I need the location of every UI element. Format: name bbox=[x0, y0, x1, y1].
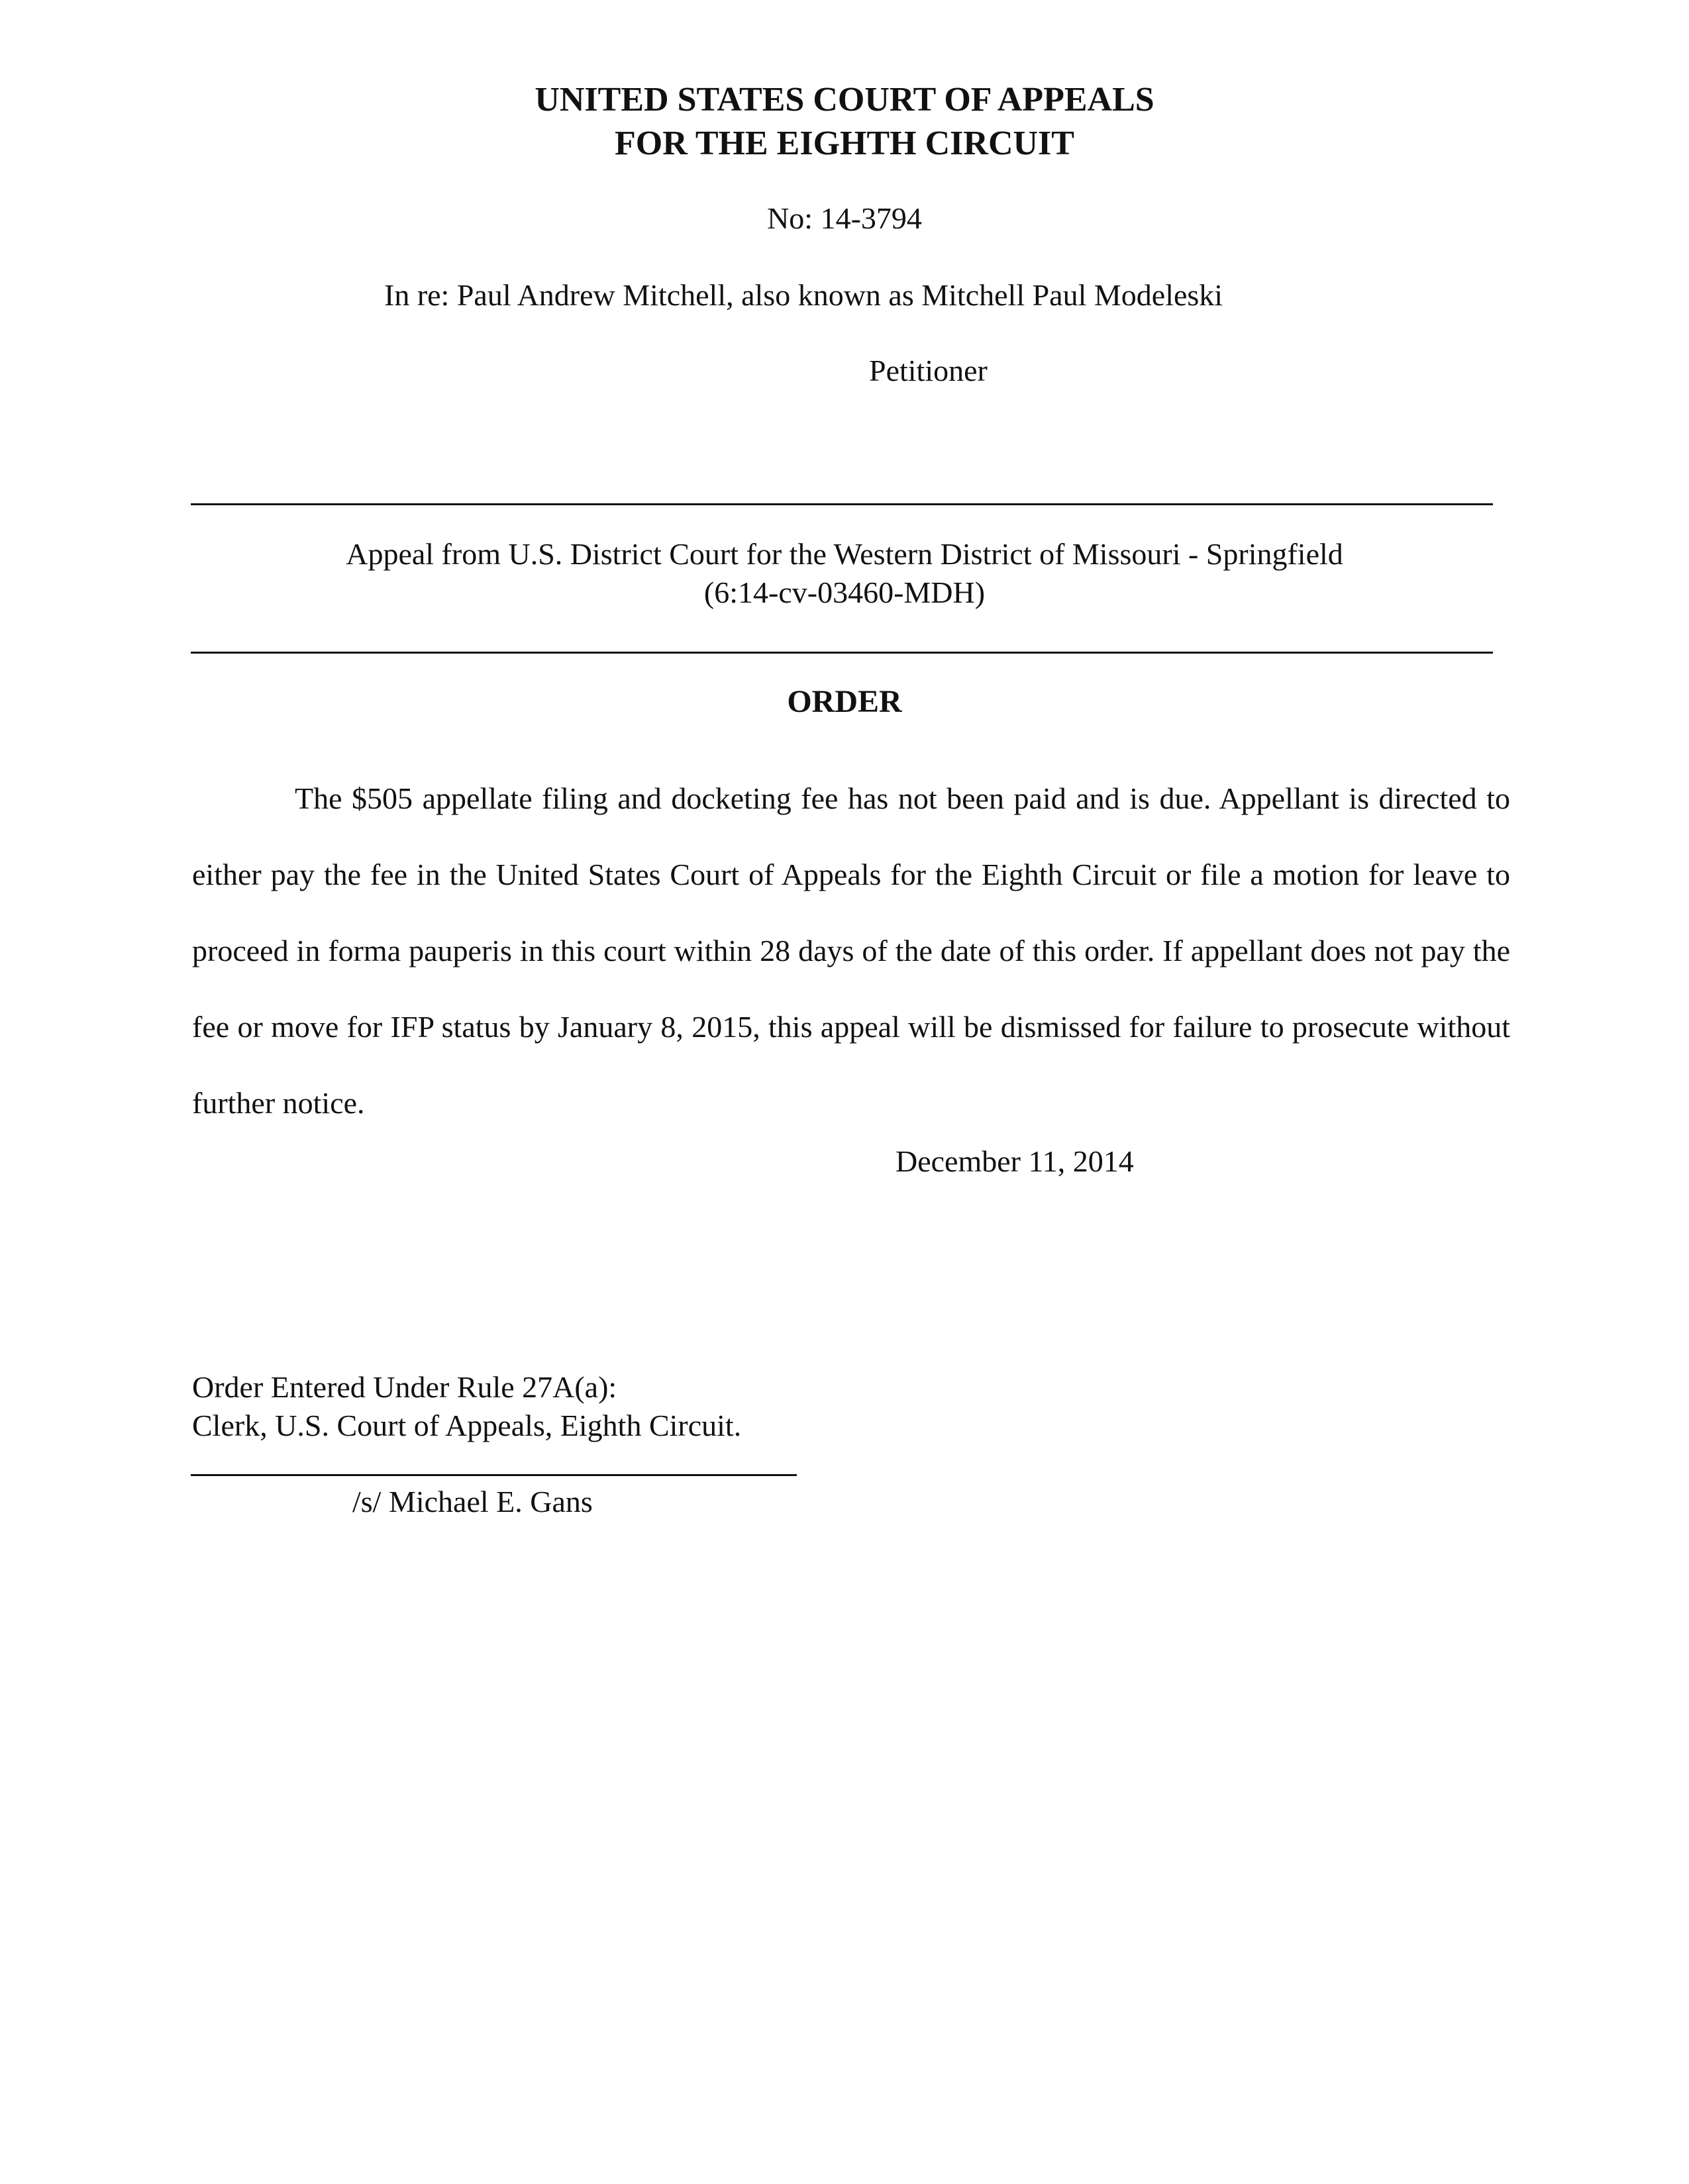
entry-block bbox=[192, 1368, 741, 1445]
court-name-line1: UNITED STATES COURT OF APPEALS bbox=[535, 81, 1154, 119]
entry-rule-line: Order Entered Under Rule 27A(a): bbox=[192, 1370, 617, 1404]
order-heading: ORDER bbox=[787, 684, 902, 719]
signature-line bbox=[191, 1474, 797, 1476]
top-divider bbox=[191, 503, 1493, 505]
entry-clerk-line: Clerk, U.S. Court of Appeals, Eighth Circuit. bbox=[192, 1409, 742, 1442]
clerk-signature: /s/ Michael E. Gans bbox=[352, 1485, 593, 1518]
order-body: The $505 appellate filing and docketing fee has not been paid and is due. Appellant is directed to either pay the fee in the United States Court of Appeals for the Eighth Circuit or file a motion for leave to proceed in forma pauperis in this court within 28 days of the date of this order. If appellant does not pay the fee or move for IFP status by January 8, 2015, this appeal will be dismissed for failure to prosecute without further notice. bbox=[192, 781, 1510, 1120]
court-name bbox=[0, 78, 1689, 166]
bottom-divider bbox=[191, 652, 1493, 654]
appeal-from-line: Appeal from U.S. District Court for the Western District of Missouri - Springfield bbox=[346, 537, 1343, 571]
appeal-origin bbox=[0, 535, 1689, 612]
party-role: Petitioner bbox=[869, 354, 988, 387]
court-name-line2: FOR THE EIGHTH CIRCUIT bbox=[615, 124, 1074, 162]
order-date: December 11, 2014 bbox=[896, 1144, 1134, 1178]
district-case-number: (6:14-cv-03460-MDH) bbox=[703, 575, 986, 609]
in-re-caption: In re: Paul Andrew Mitchell, also known as Mitchell Paul Modeleski bbox=[384, 278, 1223, 312]
case-number: No: 14-3794 bbox=[767, 201, 922, 235]
